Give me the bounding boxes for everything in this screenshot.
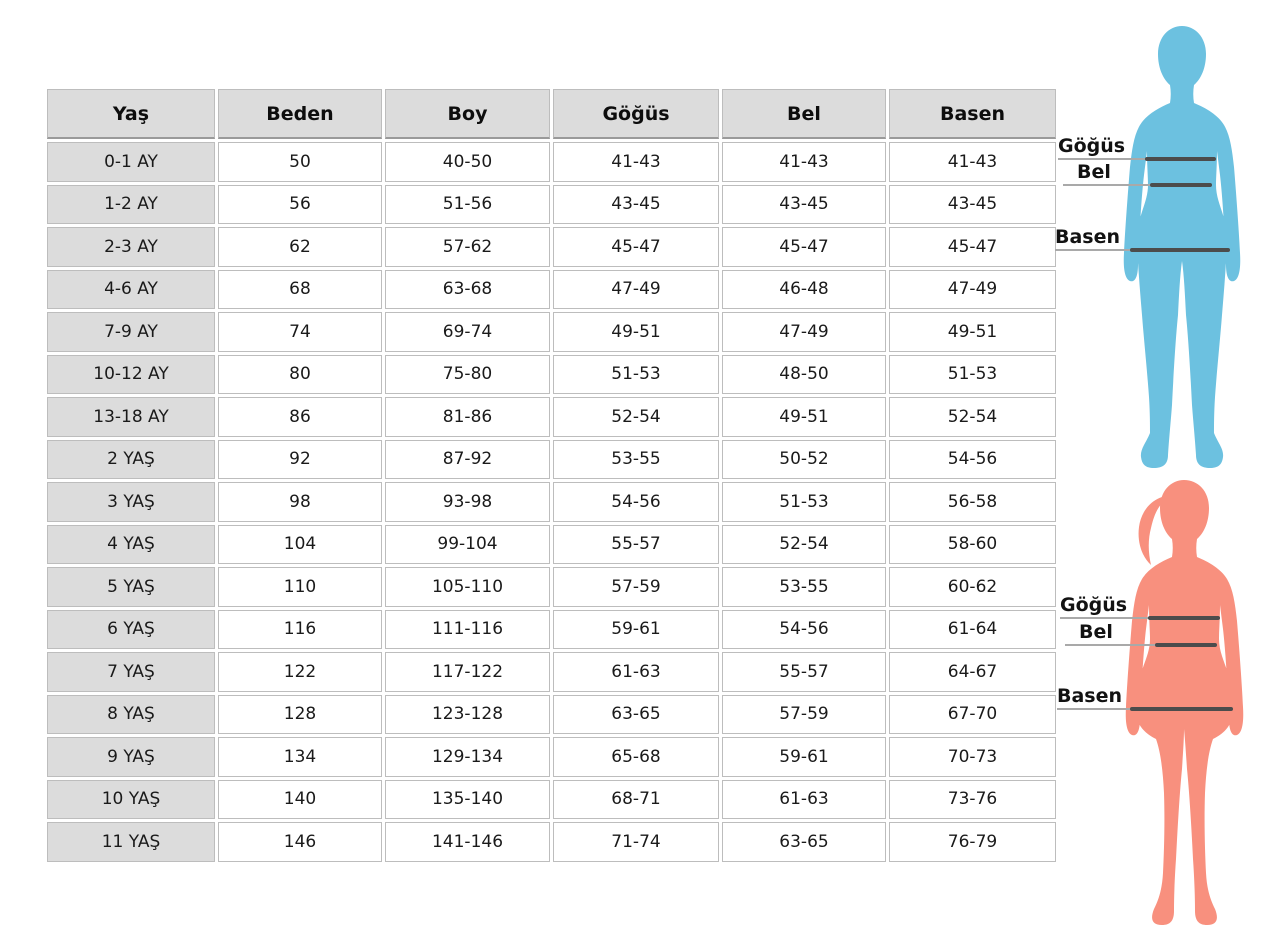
row-header-age-cell: 6 YAŞ [47, 610, 215, 650]
boy-hip-line [1055, 248, 1230, 252]
size-table-body [47, 142, 1056, 862]
value-cell: 116 [218, 610, 382, 650]
row-header-age-cell: 10-12 AY [47, 355, 215, 395]
table-row [47, 567, 1056, 607]
girl-hip-label: Basen [1057, 685, 1123, 707]
table-row [47, 397, 1056, 437]
value-cell: 75-80 [385, 355, 550, 395]
girl-chest-measure [1060, 595, 1220, 620]
table-row [47, 185, 1056, 225]
value-cell: 64-67 [889, 652, 1056, 692]
girl-waist-measure [1065, 622, 1217, 647]
value-cell: 52-54 [889, 397, 1056, 437]
size-table [44, 86, 1059, 865]
table-row [47, 227, 1056, 267]
value-cell: 45-47 [722, 227, 886, 267]
value-cell: 47-49 [553, 270, 719, 310]
row-header-age-cell: 7-9 AY [47, 312, 215, 352]
boy-chest-measure [1058, 136, 1216, 161]
row-header-age-cell: 11 YAŞ [47, 822, 215, 862]
row-header-age-cell: 5 YAŞ [47, 567, 215, 607]
boy-chest-measure-line [1145, 157, 1216, 161]
value-cell: 134 [218, 737, 382, 777]
row-header-age-cell: 2-3 AY [47, 227, 215, 267]
size-table-header [47, 89, 1056, 139]
table-row [47, 652, 1056, 692]
value-cell: 61-63 [553, 652, 719, 692]
value-cell: 48-50 [722, 355, 886, 395]
row-header-age-cell: 4-6 AY [47, 270, 215, 310]
value-cell: 68 [218, 270, 382, 310]
value-cell: 50-52 [722, 440, 886, 480]
value-cell: 63-65 [553, 695, 719, 735]
girl-hip-measure [1057, 686, 1233, 711]
value-cell: 68-71 [553, 780, 719, 820]
value-cell: 61-63 [722, 780, 886, 820]
value-cell: 117-122 [385, 652, 550, 692]
table-row [47, 355, 1056, 395]
table-row [47, 482, 1056, 522]
boy-waist-line [1063, 183, 1212, 187]
value-cell: 49-51 [553, 312, 719, 352]
value-cell: 92 [218, 440, 382, 480]
value-cell: 70-73 [889, 737, 1056, 777]
value-cell: 73-76 [889, 780, 1056, 820]
value-cell: 51-56 [385, 185, 550, 225]
value-cell: 122 [218, 652, 382, 692]
value-cell: 56 [218, 185, 382, 225]
value-cell: 47-49 [722, 312, 886, 352]
girl-waist-measure-line [1155, 643, 1217, 647]
boy-waist-measure [1063, 162, 1212, 187]
girl-body-icon [1112, 477, 1260, 945]
value-cell: 60-62 [889, 567, 1056, 607]
value-cell: 110 [218, 567, 382, 607]
value-cell: 52-54 [722, 525, 886, 565]
table-row [47, 780, 1056, 820]
value-cell: 80 [218, 355, 382, 395]
table-row [47, 610, 1056, 650]
value-cell: 105-110 [385, 567, 550, 607]
boy-waist-label: Bel [1077, 161, 1111, 183]
column-header-waist: Bel [722, 89, 886, 139]
value-cell: 129-134 [385, 737, 550, 777]
value-cell: 53-55 [722, 567, 886, 607]
value-cell: 87-92 [385, 440, 550, 480]
value-cell: 146 [218, 822, 382, 862]
value-cell: 41-43 [722, 142, 886, 182]
value-cell: 51-53 [553, 355, 719, 395]
table-row [47, 270, 1056, 310]
header-row [47, 89, 1056, 139]
girl-chest-measure-line [1148, 616, 1220, 620]
boy-hip-measure [1055, 227, 1230, 252]
value-cell: 54-56 [722, 610, 886, 650]
value-cell: 141-146 [385, 822, 550, 862]
girl-hip-measure-line [1130, 707, 1233, 711]
value-cell: 86 [218, 397, 382, 437]
row-header-age-cell: 7 YAŞ [47, 652, 215, 692]
value-cell: 61-64 [889, 610, 1056, 650]
value-cell: 93-98 [385, 482, 550, 522]
value-cell: 49-51 [722, 397, 886, 437]
value-cell: 65-68 [553, 737, 719, 777]
row-header-age-cell: 2 YAŞ [47, 440, 215, 480]
value-cell: 54-56 [553, 482, 719, 522]
row-header-age-cell: 4 YAŞ [47, 525, 215, 565]
row-header-age-cell: 8 YAŞ [47, 695, 215, 735]
table-row [47, 737, 1056, 777]
boy-hip-label: Basen [1055, 226, 1121, 248]
value-cell: 57-59 [553, 567, 719, 607]
value-cell: 57-62 [385, 227, 550, 267]
row-header-age-cell: 1-2 AY [47, 185, 215, 225]
value-cell: 74 [218, 312, 382, 352]
boy-hip-measure-line [1130, 248, 1230, 252]
table-row [47, 142, 1056, 182]
row-header-age-cell: 3 YAŞ [47, 482, 215, 522]
table-row [47, 695, 1056, 735]
row-header-age-cell: 10 YAŞ [47, 780, 215, 820]
column-header-age: Yaş [47, 89, 215, 139]
girl-waist-label: Bel [1079, 621, 1113, 643]
value-cell: 104 [218, 525, 382, 565]
row-header-age-cell: 13-18 AY [47, 397, 215, 437]
value-cell: 51-53 [722, 482, 886, 522]
value-cell: 63-68 [385, 270, 550, 310]
value-cell: 98 [218, 482, 382, 522]
value-cell: 43-45 [889, 185, 1056, 225]
column-header-size: Beden [218, 89, 382, 139]
value-cell: 49-51 [889, 312, 1056, 352]
value-cell: 81-86 [385, 397, 550, 437]
value-cell: 63-65 [722, 822, 886, 862]
value-cell: 52-54 [553, 397, 719, 437]
value-cell: 45-47 [553, 227, 719, 267]
value-cell: 76-79 [889, 822, 1056, 862]
value-cell: 54-56 [889, 440, 1056, 480]
value-cell: 57-59 [722, 695, 886, 735]
value-cell: 41-43 [553, 142, 719, 182]
row-header-age-cell: 9 YAŞ [47, 737, 215, 777]
row-header-age-cell: 0-1 AY [47, 142, 215, 182]
value-cell: 99-104 [385, 525, 550, 565]
girl-silhouette [1112, 477, 1260, 945]
girl-chest-line [1060, 616, 1220, 620]
value-cell: 43-45 [722, 185, 886, 225]
value-cell: 59-61 [722, 737, 886, 777]
table-row [47, 312, 1056, 352]
boy-chest-label: Göğüs [1058, 135, 1126, 157]
girl-chest-label: Göğüs [1060, 594, 1128, 616]
value-cell: 128 [218, 695, 382, 735]
column-header-height: Boy [385, 89, 550, 139]
value-cell: 140 [218, 780, 382, 820]
value-cell: 45-47 [889, 227, 1056, 267]
value-cell: 41-43 [889, 142, 1056, 182]
value-cell: 55-57 [722, 652, 886, 692]
value-cell: 62 [218, 227, 382, 267]
girl-hip-line [1057, 707, 1233, 711]
value-cell: 135-140 [385, 780, 550, 820]
value-cell: 56-58 [889, 482, 1056, 522]
value-cell: 58-60 [889, 525, 1056, 565]
value-cell: 55-57 [553, 525, 719, 565]
girl-waist-line [1065, 643, 1217, 647]
table-row [47, 525, 1056, 565]
value-cell: 46-48 [722, 270, 886, 310]
value-cell: 67-70 [889, 695, 1056, 735]
value-cell: 47-49 [889, 270, 1056, 310]
value-cell: 71-74 [553, 822, 719, 862]
column-header-hip: Basen [889, 89, 1056, 139]
table-row [47, 822, 1056, 862]
value-cell: 59-61 [553, 610, 719, 650]
boy-waist-measure-line [1150, 183, 1212, 187]
value-cell: 51-53 [889, 355, 1056, 395]
value-cell: 53-55 [553, 440, 719, 480]
value-cell: 43-45 [553, 185, 719, 225]
value-cell: 123-128 [385, 695, 550, 735]
value-cell: 111-116 [385, 610, 550, 650]
value-cell: 50 [218, 142, 382, 182]
value-cell: 69-74 [385, 312, 550, 352]
table-row [47, 440, 1056, 480]
column-header-chest: Göğüs [553, 89, 719, 139]
value-cell: 40-50 [385, 142, 550, 182]
